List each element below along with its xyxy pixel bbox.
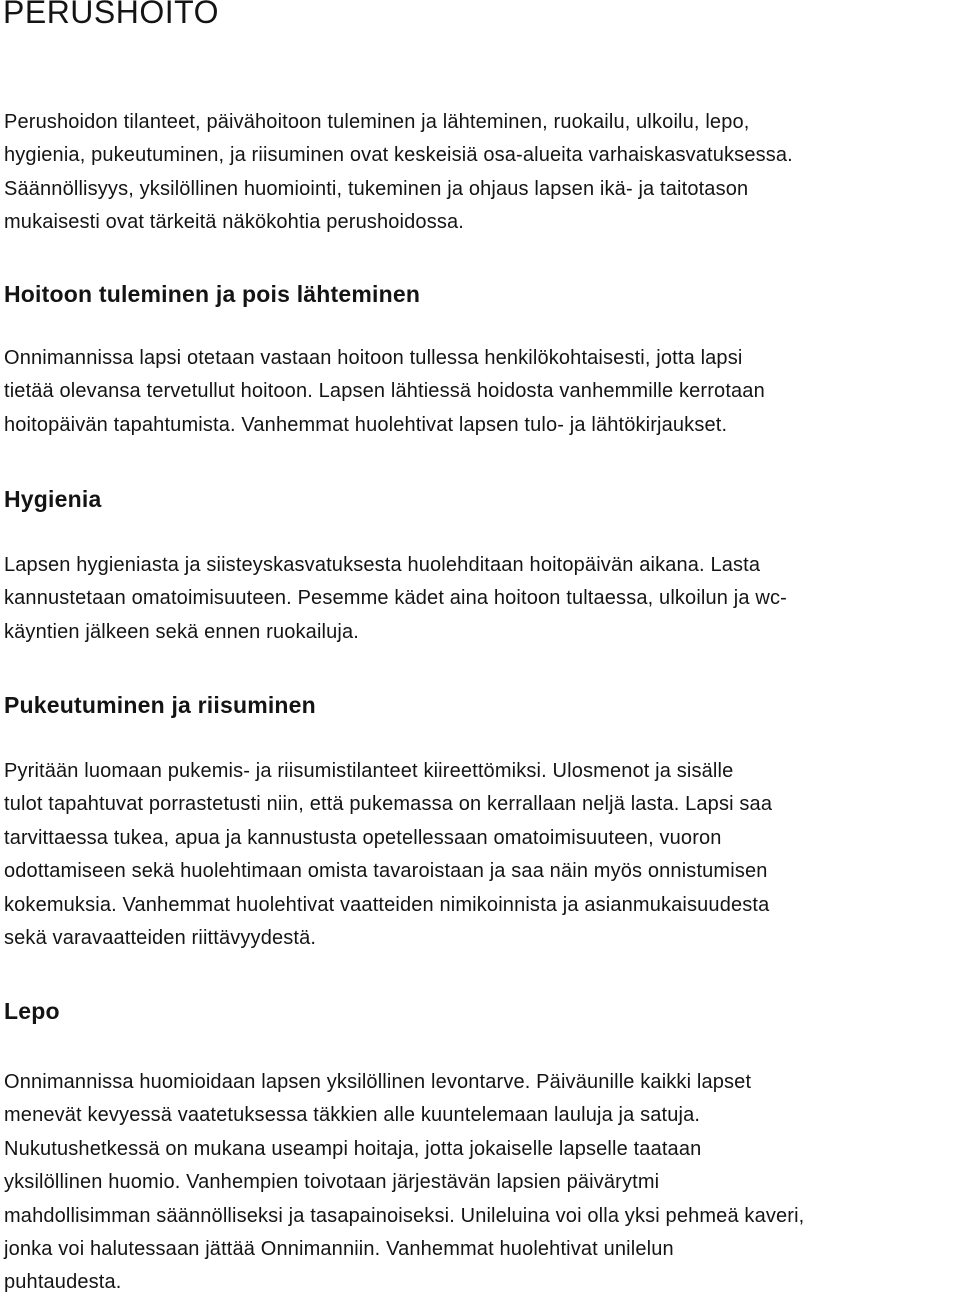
text-line: tarvittaessa tukea, apua ja kannustusta opetellessaan omatoimisuuteen, vuoron: [4, 826, 722, 849]
text-line: hoitopäivän tapahtumista. Vanhemmat huolehtivat lapsen tulo- ja lähtökirjaukset.: [4, 413, 728, 436]
text-line: jonka voi halutessaan jättää Onnimanniin. Vanhemmat huolehtivat unilelun: [4, 1238, 674, 1261]
text-line: odottamiseen sekä huolehtimaan omista tavaroistaan ja saa näin myös onnistumisen: [4, 860, 768, 883]
text-line: mukaisesti ovat tärkeitä näkökohtia perushoidossa.: [4, 211, 464, 234]
section-heading-dressing: Pukeutuminen ja riisuminen: [4, 692, 316, 718]
text-line: tulot tapahtuvat porrastetusti niin, että pukemassa on kerrallaan neljä lasta. Lapsi saa: [4, 793, 773, 816]
section-paragraph-rest: [4, 1066, 952, 1300]
text-line: Lapsen hygieniasta ja siisteyskasvatuksesta huolehditaan hoitopäivän aikana. Lasta: [4, 554, 761, 576]
text-line: Onnimannissa lapsi otetaan vastaan hoitoon tullessa henkilökohtaisesti, jotta lapsi: [4, 347, 743, 369]
text-line: menevät kevyessä vaatetuksessa täkkien alle kuuntelemaan lauluja ja satuja.: [4, 1104, 701, 1127]
section-paragraph-arrival: [4, 342, 952, 442]
text-line: kokemuksia. Vanhemmat huolehtivat vaatteiden nimikoinnista ja asianmukaisuudesta: [4, 893, 770, 916]
section-paragraph-dressing: [4, 755, 952, 955]
text-line: Säännöllisyys, yksilöllinen huomiointi, tukeminen ja ohjaus lapsen ikä- ja taitotason: [4, 177, 749, 200]
text-line: Pyritään luomaan pukemis- ja riisumistilanteet kiireettömiksi. Ulosmenot ja sisälle: [4, 760, 734, 782]
intro-paragraph: [4, 106, 952, 240]
text-line: Perushoidon tilanteet, päivähoitoon tuleminen ja lähteminen, ruokailu, ulkoilu, lepo,: [4, 111, 750, 133]
section-heading-hygiene: Hygienia: [4, 486, 102, 512]
text-line: käyntien jälkeen sekä ennen ruokailuja.: [4, 620, 359, 643]
text-line: Onnimannissa huomioidaan lapsen yksilöllinen levontarve. Päiväunille kaikki lapset: [4, 1071, 752, 1093]
section-heading-rest: Lepo: [4, 998, 60, 1024]
text-line: yksilöllinen huomio. Vanhempien toivotaan järjestävän lapsien päivärytmi: [4, 1171, 660, 1194]
text-line: Nukutushetkessä on mukana useampi hoitaja, jotta jokaiselle lapselle taataan: [4, 1137, 702, 1160]
document-title: PERUSHOITO: [3, 0, 219, 30]
text-line: kannustetaan omatoimisuuteen. Pesemme kädet aina hoitoon tultaessa, ulkoilun ja wc-: [4, 587, 787, 610]
text-line: hygienia, pukeutuminen, ja riisuminen ovat keskeisiä osa-alueita varhaiskasvatuksessa.: [4, 144, 793, 167]
text-line: mahdollisimman säännölliseksi ja tasapainoiseksi. Unileluina voi olla yksi pehmeä kaveri,: [4, 1204, 805, 1227]
section-heading-arrival: Hoitoon tuleminen ja pois lähteminen: [4, 281, 421, 307]
text-line: tietää olevansa tervetullut hoitoon. Lapsen lähtiessä hoidosta vanhemmille kerrotaan: [4, 380, 765, 403]
text-line: sekä varavaatteiden riittävyydestä.: [4, 927, 317, 950]
section-paragraph-hygiene: [4, 549, 952, 649]
text-line: puhtaudesta.: [4, 1271, 122, 1294]
